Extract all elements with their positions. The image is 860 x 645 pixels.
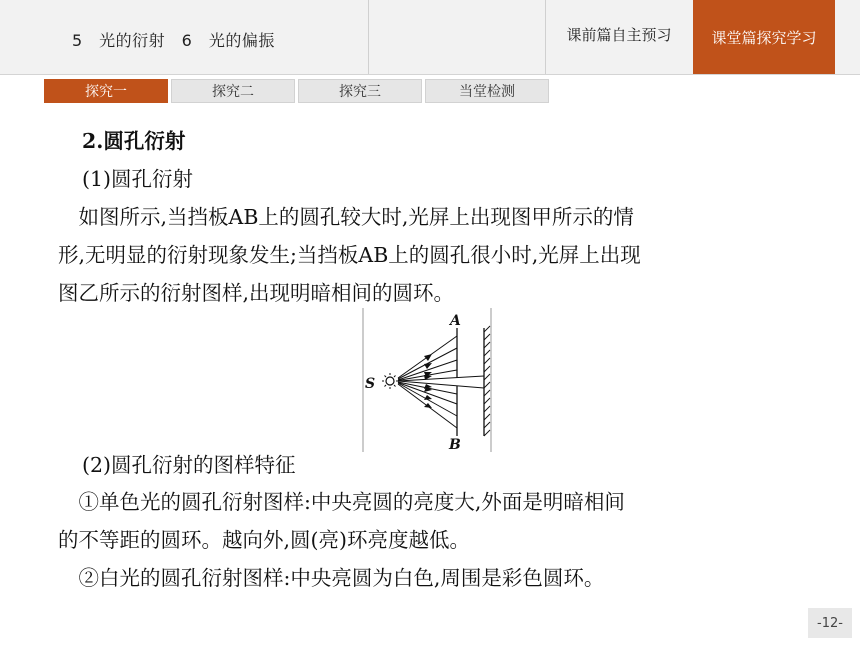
subtab-bar xyxy=(44,79,549,103)
tab-preview[interactable]: 课前篇自主预习 xyxy=(566,25,672,44)
label-b: B xyxy=(449,437,461,453)
page-number: -12- xyxy=(808,608,852,638)
paragraph-line: 形,无明显的衍射现象发生;当挡板AB上的圆孔很小时,光屏上出现 xyxy=(58,243,641,267)
header-divider xyxy=(368,0,369,74)
subtab-quiz[interactable]: 当堂检测 xyxy=(425,79,549,103)
header-bar xyxy=(0,0,860,75)
subtab-explore-3[interactable]: 探究三 xyxy=(298,79,422,103)
section-heading: 2.圆孔衍射 xyxy=(82,129,186,153)
paragraph-line: 的不等距的圆环。越向外,圆(亮)环亮度越低。 xyxy=(58,528,471,552)
paragraph-line: 图乙所示的衍射图样,出现明暗相间的圆环。 xyxy=(58,281,455,305)
sun-icon xyxy=(382,373,398,389)
paragraph-line: ②白光的圆孔衍射图样:中央亮圆为白色,周围是彩色圆环。 xyxy=(58,566,605,590)
label-a: A xyxy=(450,313,461,329)
chapter-title: 5 光的衍射 6 光的偏振 xyxy=(72,31,275,50)
paragraph-line: ①单色光的圆孔衍射图样:中央亮圆的亮度大,外面是明暗相间 xyxy=(58,490,625,514)
diffraction-diagram xyxy=(360,308,500,456)
subtab-explore-2[interactable]: 探究二 xyxy=(171,79,295,103)
label-s: S xyxy=(365,376,376,392)
subheading-pattern-features: (2)圆孔衍射的图样特征 xyxy=(82,453,296,477)
subheading-circular-diffraction: (1)圆孔衍射 xyxy=(82,167,194,191)
subtab-explore-1[interactable]: 探究一 xyxy=(44,79,168,103)
paragraph-line: 如图所示,当挡板AB上的圆孔较大时,光屏上出现图甲所示的情 xyxy=(58,205,634,229)
tab-classroom[interactable]: 课堂篇探究学习 xyxy=(693,0,835,74)
